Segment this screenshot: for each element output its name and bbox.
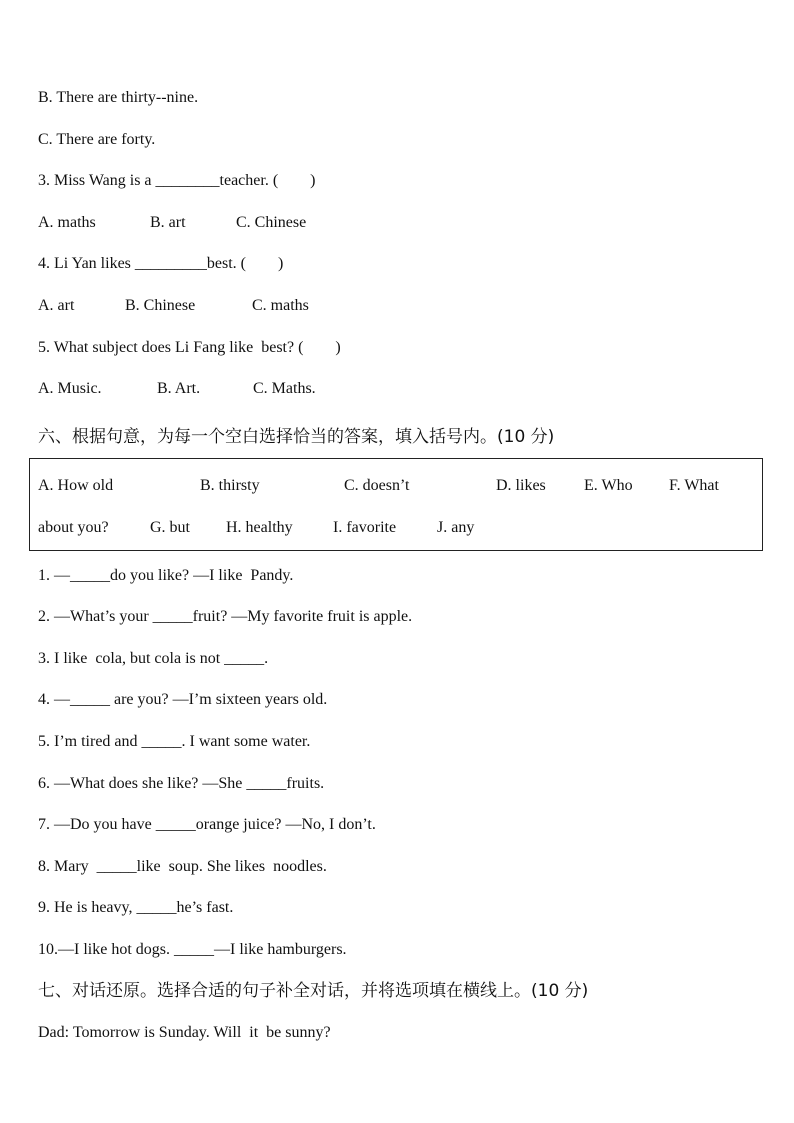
q3-option-b: B. art — [150, 214, 186, 231]
option-line: B. There are thirty--nine. — [38, 89, 199, 106]
word-bank-item: about you? — [38, 519, 109, 536]
word-bank-item: I. favorite — [333, 519, 397, 536]
q5-option-c: C. Maths. — [253, 380, 316, 397]
q4-option-a: A. art — [38, 297, 75, 314]
word-bank-item: J. any — [437, 519, 475, 536]
word-bank-item: F. What — [669, 477, 719, 494]
option-line: C. There are forty. — [38, 131, 156, 148]
q5-option-a: A. Music. — [38, 380, 102, 397]
word-bank-item: H. healthy — [226, 519, 293, 536]
section-6-heading: 六、根据句意，为每一个空白选择恰当的答案，填入括号内。(10 分) — [38, 427, 555, 447]
fill-blank-question: 2. —What’s your _____fruit? —My favorite fruit is apple. — [38, 608, 413, 625]
section-7-heading: 七、对话还原。选择合适的句子补全对话，并将选项填在横线上。(10 分) — [38, 981, 589, 1001]
fill-blank-question: 9. He is heavy, _____he’s fast. — [38, 899, 234, 916]
question-3: 3. Miss Wang is a ________teacher. ( ) — [38, 172, 316, 189]
word-bank-item: A. How old — [38, 477, 114, 494]
fill-blank-question: 5. I’m tired and _____. I want some water. — [38, 733, 311, 750]
fill-blank-question: 4. —_____ are you? —I’m sixteen years old. — [38, 691, 328, 708]
q3-option-c: C. Chinese — [236, 214, 307, 231]
q3-option-a: A. maths — [38, 214, 96, 231]
word-bank-item: G. but — [150, 519, 190, 536]
fill-blank-question: 7. —Do you have _____orange juice? —No, I don’t. — [38, 816, 376, 833]
word-bank-item: D. likes — [496, 477, 546, 494]
word-bank-item: C. doesn’t — [344, 477, 410, 494]
q4-option-b: B. Chinese — [125, 297, 196, 314]
fill-blank-question: 3. I like cola, but cola is not _____. — [38, 650, 269, 667]
q5-option-b: B. Art. — [157, 380, 201, 397]
fill-blank-question: 1. —_____do you like? —I like Pandy. — [38, 567, 294, 584]
word-bank-item: E. Who — [584, 477, 633, 494]
q4-option-c: C. maths — [252, 297, 309, 314]
question-4: 4. Li Yan likes _________best. ( ) — [38, 255, 284, 272]
word-bank-item: B. thirsty — [200, 477, 260, 494]
fill-blank-question: 6. —What does she like? —She _____fruits. — [38, 775, 325, 792]
question-5: 5. What subject does Li Fang like best? ( ) — [38, 339, 341, 356]
dialogue-line: Dad: Tomorrow is Sunday. Will it be sunny? — [38, 1024, 331, 1041]
fill-blank-question: 10.—I like hot dogs. _____—I like hamburgers. — [38, 941, 347, 958]
fill-blank-question: 8. Mary _____like soup. She likes noodles. — [38, 858, 327, 875]
